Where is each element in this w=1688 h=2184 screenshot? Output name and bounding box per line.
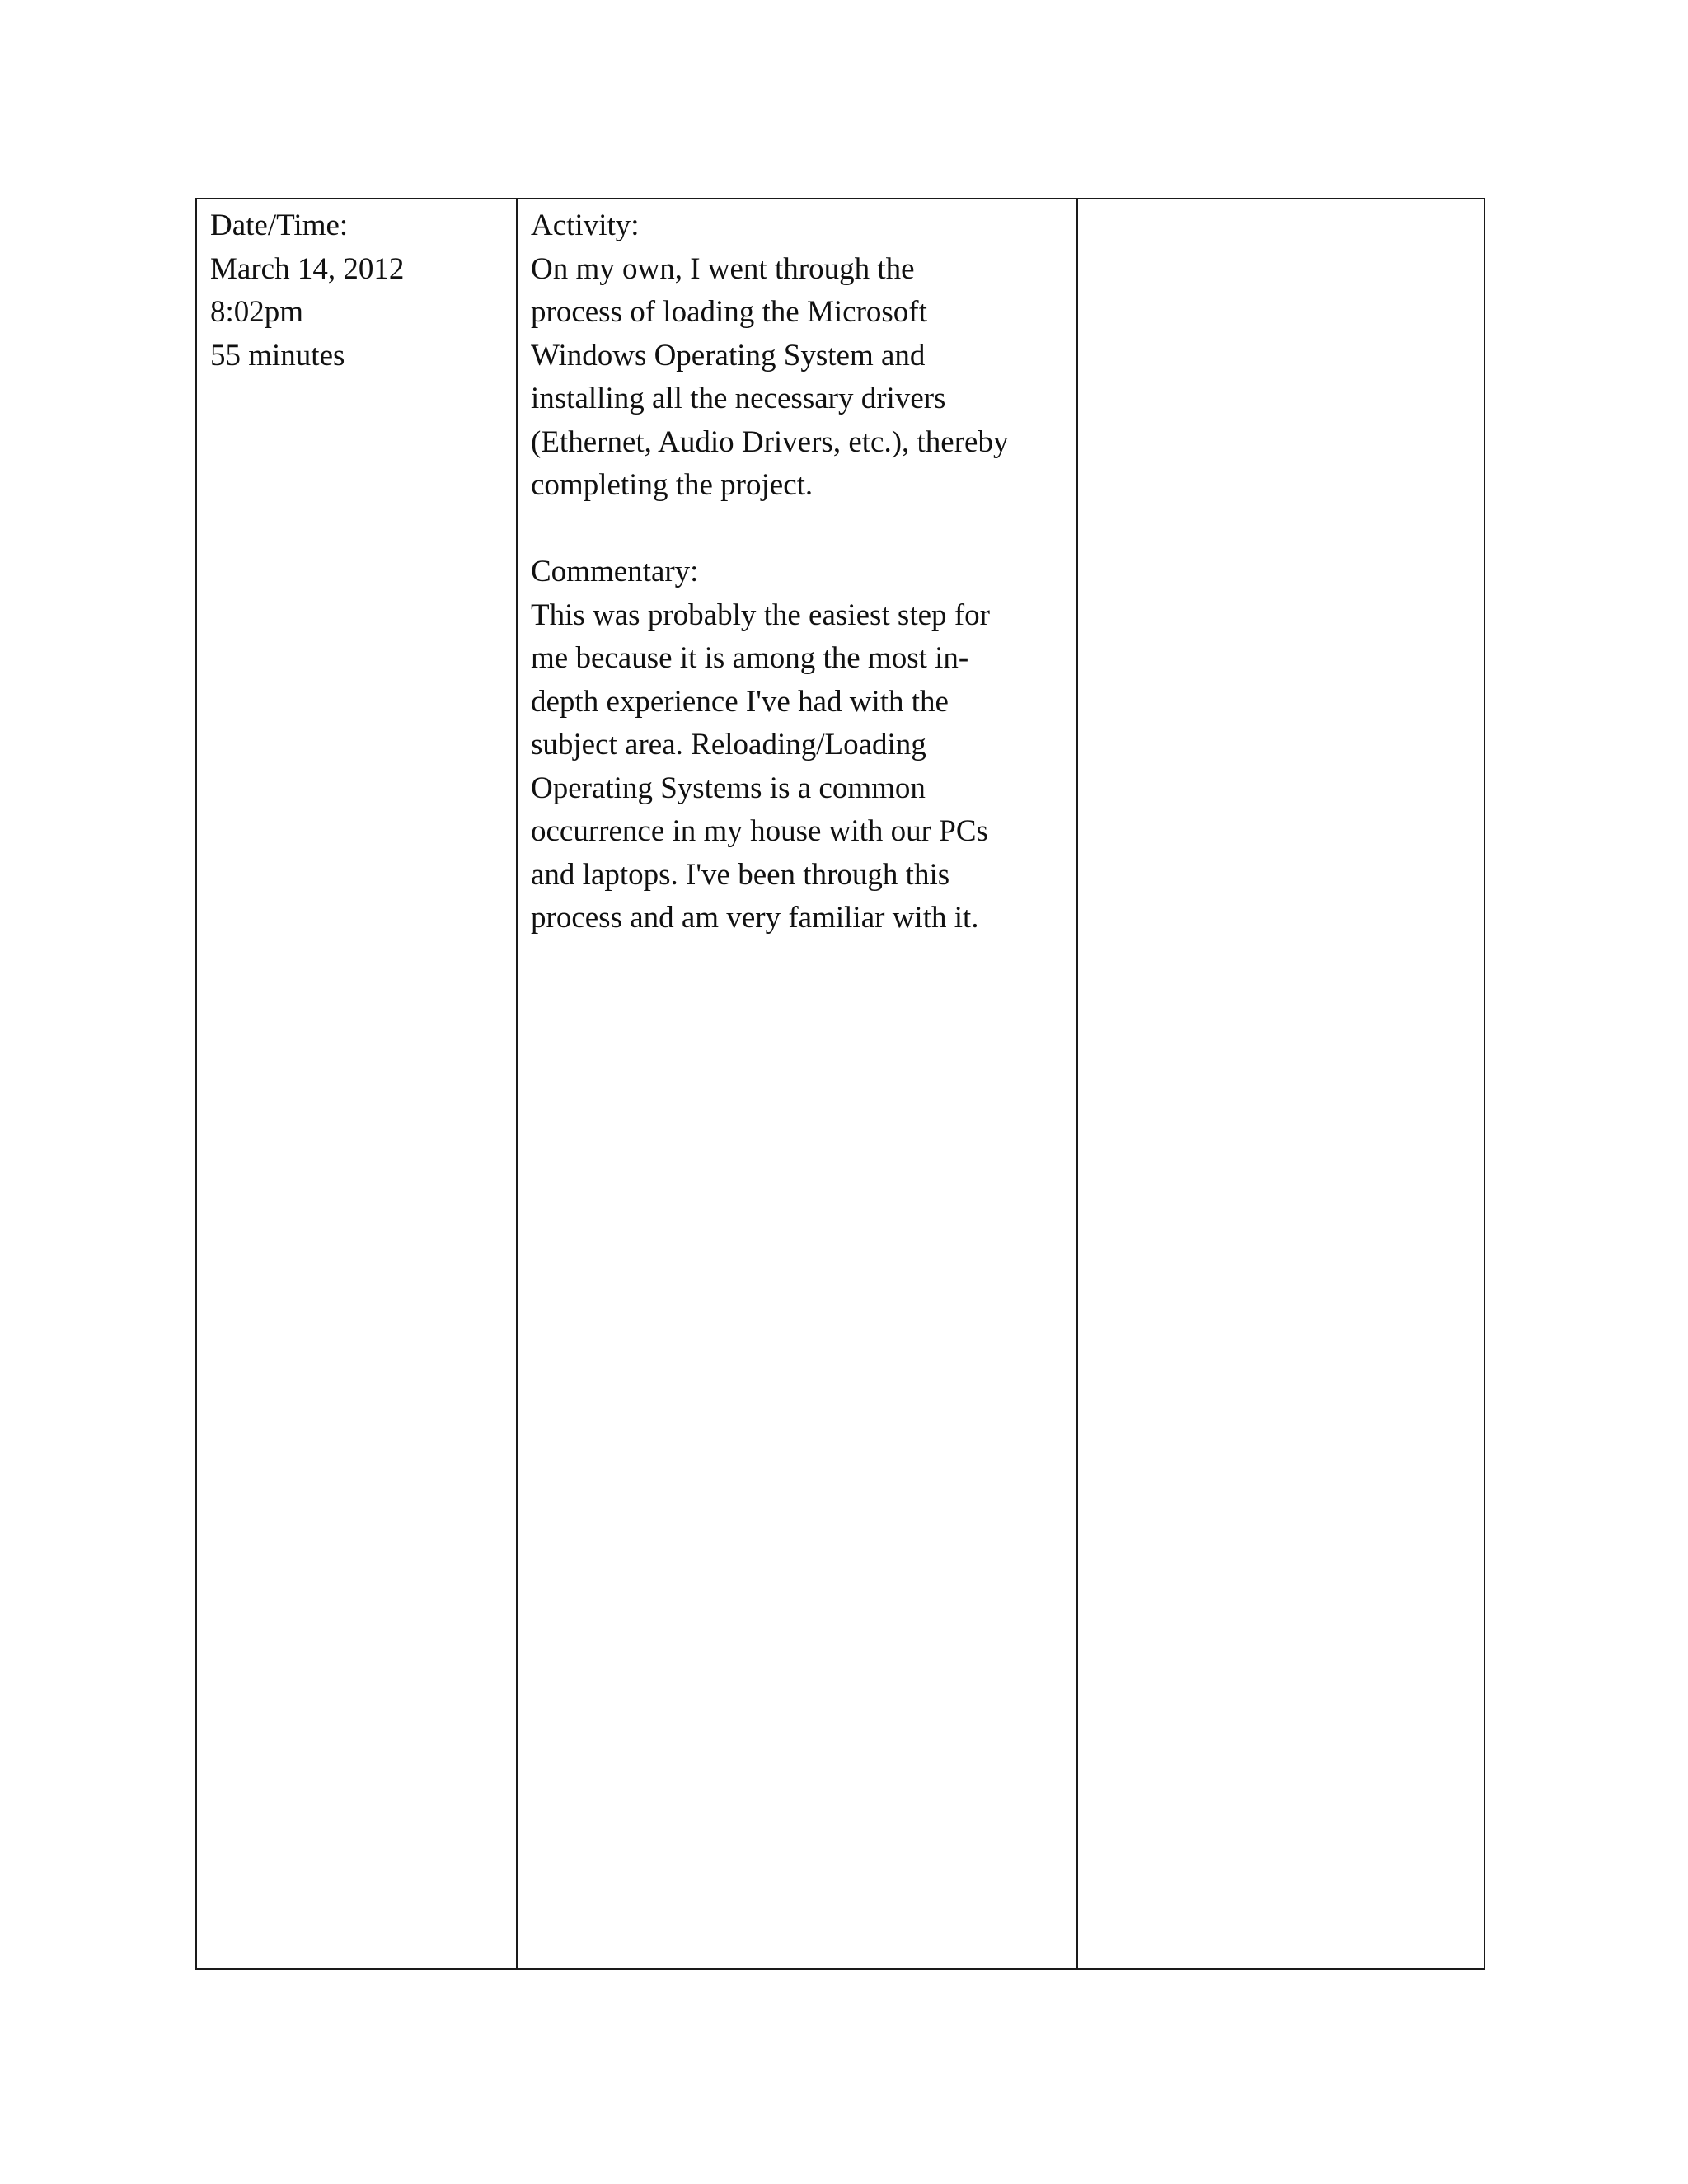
log-entry-table bbox=[195, 198, 1485, 1970]
notes-cell bbox=[1078, 199, 1484, 1968]
entry-date: March 14, 2012 bbox=[210, 251, 405, 286]
activity-label: Activity: bbox=[531, 209, 640, 242]
commentary-text-line: and laptops. I've been through this bbox=[531, 857, 950, 892]
commentary-text-line: occurrence in my house with our PCs bbox=[531, 814, 988, 848]
activity-text-line: (Ethernet, Audio Drivers, etc.), thereby bbox=[531, 424, 1009, 459]
activity-text-line: completing the project. bbox=[531, 468, 814, 502]
activity-text-line: On my own, I went through the bbox=[531, 251, 915, 286]
commentary-text-line: process and am very familiar with it. bbox=[531, 901, 979, 935]
activity-cell bbox=[518, 199, 1078, 1968]
date-time-cell bbox=[197, 199, 518, 1968]
commentary-label: Commentary: bbox=[531, 555, 699, 588]
commentary-text-line: depth experience I've had with the bbox=[531, 684, 949, 719]
commentary-text-line: me because it is among the most in- bbox=[531, 641, 969, 675]
activity-text-line: process of loading the Microsoft bbox=[531, 295, 927, 329]
activity-text-line: Windows Operating System and bbox=[531, 338, 926, 373]
date-time-label: Date/Time: bbox=[210, 209, 349, 242]
entry-time: 8:02pm bbox=[210, 295, 304, 329]
commentary-text-line: subject area. Reloading/Loading bbox=[531, 728, 926, 762]
entry-duration: 55 minutes bbox=[210, 338, 345, 373]
commentary-text-line: This was probably the easiest step for bbox=[531, 598, 990, 632]
paragraph-gap bbox=[531, 508, 1063, 551]
activity-text-line: installing all the necessary drivers bbox=[531, 382, 946, 415]
commentary-text-line: Operating Systems is a common bbox=[531, 771, 926, 805]
